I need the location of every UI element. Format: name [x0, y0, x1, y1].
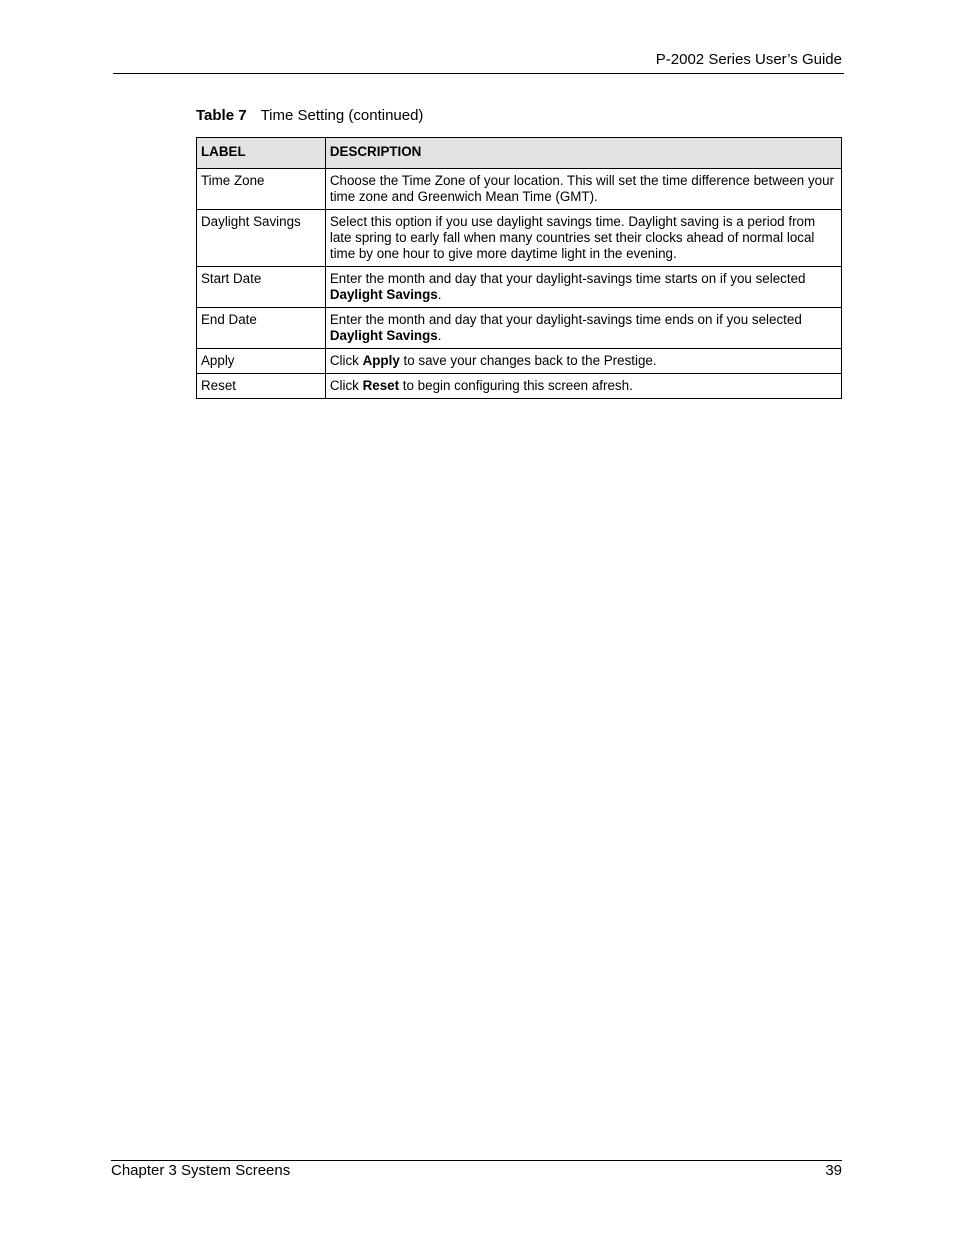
description-text: Enter the month and day that your daylight-savings time ends on if you selected — [329, 312, 802, 327]
table-row — [197, 349, 842, 374]
row-label: Time Zone — [197, 169, 326, 210]
row-label: Daylight Savings — [197, 210, 326, 267]
description-bold-term: Daylight Savings — [329, 328, 438, 343]
table-caption — [196, 107, 423, 125]
description-text: Select this option if you use daylight savings time. Daylight saving is a period from late spring to early fall when many countries set their clocks ahead of normal local time by one hour to give more daytime light in the evening. — [329, 214, 816, 261]
row-label: Reset — [197, 374, 326, 399]
description-text-end: . — [437, 287, 442, 302]
row-description — [325, 210, 841, 267]
column-header-label: LABEL — [197, 138, 326, 169]
table-row — [197, 210, 842, 267]
table-caption-label: Table 7 — [196, 107, 247, 124]
row-label: Start Date — [197, 267, 326, 308]
row-description — [325, 374, 841, 399]
footer-page-number: 39 — [825, 1162, 842, 1179]
row-label: Apply — [197, 349, 326, 374]
row-description — [325, 267, 841, 308]
description-text: Click — [329, 353, 363, 368]
row-description — [325, 349, 841, 374]
table-row — [197, 374, 842, 399]
description-text: Enter the month and day that your daylight-savings time starts on if you selected — [329, 271, 806, 286]
footer-rule — [111, 1160, 842, 1161]
row-description — [325, 308, 841, 349]
table-row — [197, 308, 842, 349]
description-text: Choose the Time Zone of your location. This will set the time difference between your time zone and Greenwich Mean Time (GMT). — [329, 173, 834, 204]
description-text-end: to save your changes back to the Prestige. — [399, 353, 657, 368]
header-rule — [113, 73, 844, 74]
description-text: Click — [329, 378, 363, 393]
description-bold-term: Apply — [362, 353, 400, 368]
footer-chapter: Chapter 3 System Screens — [111, 1162, 291, 1179]
description-text-end: . — [437, 328, 442, 343]
description-bold-term: Daylight Savings — [329, 287, 438, 302]
column-header-description: DESCRIPTION — [325, 138, 841, 169]
description-bold-term: Reset — [362, 378, 400, 393]
table-caption-title: Time Setting (continued) — [260, 107, 424, 124]
table-header-row — [197, 138, 842, 169]
row-description — [325, 169, 841, 210]
time-setting-table — [196, 137, 842, 399]
row-label: End Date — [197, 308, 326, 349]
running-header-title: P-2002 Series User’s Guide — [655, 51, 842, 68]
description-text-end: to begin configuring this screen afresh. — [399, 378, 633, 393]
table-row — [197, 267, 842, 308]
table-row — [197, 169, 842, 210]
